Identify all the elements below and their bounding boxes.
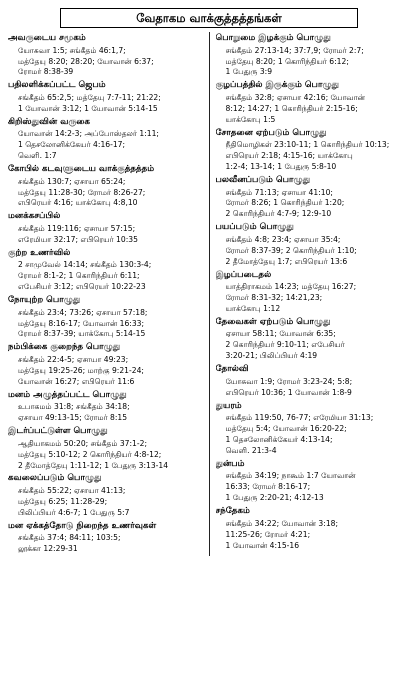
scripture-references — [216, 46, 411, 79]
promise-section — [8, 294, 203, 340]
reference-line: ரோமர் 8:38-39 — [18, 67, 74, 77]
promise-section — [8, 341, 203, 387]
section-heading: பயப்படும் பொழுது — [215, 222, 294, 233]
reference-line: 1 தெசலோனிக்கேயர் 4:16-17; — [18, 140, 126, 150]
section-heading: துயரம் — [215, 400, 242, 411]
reference-line: எரேமியா 32:17; எபிரெயர் 10:35 — [18, 234, 138, 244]
reference-line: ரோமர் 8:31-32; 14:21,23; — [225, 293, 323, 303]
section-heading: கிறிஸ்துவின் வருகை — [8, 116, 91, 127]
promise-section — [216, 400, 411, 457]
reference-line: சங்கீதம் 119:50, 76-77; எரேமியா 31:13; — [225, 413, 374, 423]
scripture-references — [8, 439, 203, 472]
reference-line: 1 யோவான் 3:12; 1 யோவான் 5:14-15 — [18, 103, 158, 113]
promise-section — [8, 520, 203, 555]
section-heading: தேவைகள் ஏற்படும் பொழுது — [215, 316, 331, 327]
scripture-references — [8, 355, 203, 388]
scripture-references — [8, 402, 203, 424]
reference-line: 2 தீமோத்தேயு 1:11-12; 1 பேதுரு 3:13-14 — [18, 460, 169, 470]
section-heading: அவருடைய சமூகம் — [8, 33, 86, 43]
reference-line: எபிரெயர் 2:18; 4:15-16; யாக்கோபு — [225, 151, 353, 161]
scripture-references — [216, 235, 411, 268]
section-heading: சோதனை ஏற்படும் பொழுது — [215, 127, 327, 138]
section-heading: இடர்ப்பட்டுள்ள பொழுது — [8, 426, 108, 437]
section-heading: சந்தேகம் — [215, 506, 250, 517]
reference-line: ரோமர் 8:1-2; 1 கொரிந்தியர் 6:11; — [18, 271, 140, 281]
reference-line: சங்கீதம் 119:116; ஏசாயா 57:15; — [18, 223, 136, 233]
scripture-references — [8, 308, 203, 341]
reference-line: சங்கீதம் 34:22; யோவான் 3:18; — [225, 518, 339, 528]
scripture-references — [8, 129, 203, 162]
section-heading: தோல்வி — [215, 364, 249, 375]
scripture-references — [216, 413, 411, 457]
reference-line: உபாகமம் 31:8; சங்கீதம் 34:18; — [18, 402, 130, 412]
section-heading: மன ஏக்கத்தோடு நிறைந்த உணர்வுகள் — [8, 520, 157, 531]
reference-line: லூக்கா 12:29-31 — [18, 544, 78, 554]
reference-line: யாக்கோபு 1:12 — [225, 303, 281, 313]
reference-line: நீதிமொழிகள் 23:10-11; 1 கொரிந்தியர் 10:13; — [225, 140, 390, 150]
reference-line: மத்தேயு 11:28-30; ரோமர் 8:26-27; — [18, 187, 146, 197]
scripture-references — [8, 177, 203, 210]
reference-line: யாக்கோபு 1:5 — [225, 114, 276, 124]
reference-line: சங்கீதம் 71:13; ஏசாயா 41:10; — [225, 187, 333, 197]
reference-line: மத்தேயு 8:20; 28:20; யோவான் 6:37; — [18, 56, 154, 66]
promise-section — [216, 221, 411, 267]
page-title: வேதாகம வாக்குத்தத்தங்கள் — [60, 8, 358, 28]
scripture-references — [8, 260, 203, 293]
reference-line: மத்தேயு 19:25-26; மாற்கு 9:21-24; — [18, 365, 144, 375]
promise-section — [8, 389, 203, 424]
promise-section — [216, 269, 411, 315]
scripture-references — [216, 93, 411, 126]
reference-line: சங்கீதம் 55:22; ஏசாயா 41:13; — [18, 486, 126, 495]
reference-line: சங்கீதம் 32:8; ஏசாயா 42:16; யோவான் — [225, 92, 366, 102]
reference-line: மத்தேயு 8:16-17; யோவான் 16:33; — [18, 318, 145, 328]
reference-line: ஆதியாகமம் 50:20; சங்கீதம் 37:1-2; — [18, 438, 148, 448]
section-heading: துன்பம் — [215, 458, 245, 469]
section-heading: நோயுற்ற பொழுது — [8, 295, 81, 306]
reference-line: சங்கீதம் 4:8; 23:4; ஏசாயா 35:4; — [225, 234, 341, 244]
columns — [8, 32, 410, 556]
reference-line: ரோமர் 8:26; 1 கொரிந்தியர் 1:20; — [225, 198, 345, 208]
promise-section — [8, 32, 203, 78]
section-heading: பதிலளிக்கப்பட்ட ஜெபம் — [8, 80, 106, 91]
reference-line: 1 பேதுரு 2:20-21; 4:12-13 — [225, 493, 324, 503]
reference-line: 3:20-21; பிலிப்பியர் 4:19 — [225, 351, 318, 361]
reference-line: சங்கீதம் 23:4; 73:26; ஏசாயா 57:18; — [18, 307, 148, 317]
promise-section — [8, 472, 203, 518]
reference-line: யோவான் 14:2-3; அப்போஸ்தலர் 1:11; — [18, 129, 159, 139]
section-heading: இழப்படைதல் — [215, 269, 272, 280]
scripture-references — [8, 533, 203, 555]
reference-line: 2 தீமோத்தேயு 1:7; எபிரெயர் 13:6 — [225, 256, 348, 266]
scripture-references — [8, 486, 203, 519]
reference-line: 2 கொரிந்தியர் 4:7-9; 12:9-10 — [225, 209, 332, 219]
reference-line: மத்தேயு 5:4; யோவான் 16:20-22; — [225, 424, 347, 434]
promise-section — [8, 425, 203, 471]
scripture-references — [216, 140, 411, 173]
section-heading: கவலைப்படும் பொழுது — [8, 473, 102, 484]
reference-line: 1:2-4; 13-14; 1 பேதுரு 5:8-10 — [225, 162, 337, 172]
section-heading: நம்பிக்கை குறைந்த பொழுது — [8, 342, 121, 353]
reference-line: எபிரெயர் 4:16; யாக்கோபு 4:8,10 — [18, 198, 138, 208]
reference-line: சங்கீதம் 65:2,5; மத்தேயு 7:7-11; 21:22; — [18, 92, 161, 102]
reference-line: எபேசியர் 3:12; எபிரெயர் 10:22-23 — [18, 282, 146, 292]
section-heading: மனம் அழுத்தப்பட்ட பொழுது — [8, 389, 127, 400]
reference-line: யாத்திராகமம் 14:23; மத்தேயு 16:27; — [225, 282, 357, 292]
scripture-references — [216, 282, 411, 315]
reference-line: மத்தேயு 8:20; 1 கொரிந்தியர் 6:12; — [225, 56, 349, 66]
reference-line: வெளி. 1:7 — [18, 151, 57, 161]
reference-line: ஏசாயா 49:13-15; ரோமர் 8:15 — [18, 413, 128, 423]
scripture-references — [8, 224, 203, 246]
scripture-references — [216, 188, 411, 221]
promise-section — [8, 163, 203, 209]
promise-section — [8, 247, 203, 293]
reference-line: எபிரெயர் 10:36; 1 யோவான் 1:8-9 — [225, 387, 352, 397]
scripture-references — [216, 377, 411, 399]
promise-section — [8, 210, 203, 245]
reference-line: 2 சாமுவேல் 14:14; சங்கீதம் 130:3-4; — [18, 260, 152, 270]
section-heading: பலவீனப்படும் பொழுது — [215, 174, 311, 185]
reference-line: யோசுவா 1:9; ரோமர் 3:23-24; 5:8; — [225, 376, 353, 386]
section-heading: கோபில் கடவுளுடைய வாக்குத்தத்தம் — [8, 164, 155, 175]
promise-section — [216, 458, 411, 504]
scripture-references — [216, 329, 411, 362]
reference-line: ரோமர் 8:37-39; 2 கொரிந்தியர் 1:10; — [225, 245, 357, 255]
reference-line: மத்தேயு 5:10-12; 2 கொரிந்தியர் 4:8-12; — [18, 449, 162, 459]
left-column — [8, 32, 209, 556]
right-column — [209, 32, 411, 556]
reference-line: 8:12; 14:27; 1 கொரிந்தியர் 2:15-16; — [225, 103, 358, 113]
reference-line: 2 கொரிந்தியர் 9:10-11; எபேசியர் — [225, 340, 345, 350]
section-heading: மனக்கசப்பில் — [8, 211, 61, 222]
promise-section — [216, 79, 411, 125]
scripture-references — [216, 471, 411, 504]
reference-line: 1 யோவான் 4:15-16 — [225, 540, 300, 550]
reference-line: சங்கீதம் 130:7; ஏசாயா 65:24; — [18, 176, 126, 186]
section-heading: குற்ற உணர்வில் — [8, 247, 71, 258]
section-heading: குழப்பத்தில் இருக்கும் பொழுது — [215, 80, 340, 91]
promise-section — [216, 316, 411, 362]
reference-line: ரோமர் 8:37-39; யாக்கோபு 5:14-15 — [18, 329, 146, 339]
reference-line: சங்கீதம் 34:19; நாகூம் 1:7 யோவான் — [225, 471, 356, 481]
promise-section — [216, 127, 411, 173]
reference-line: யோவான் 16:27; எபிரெயர் 11:6 — [18, 376, 135, 386]
reference-line: 1 பேதுரு 3:9 — [225, 67, 273, 77]
scripture-references — [8, 46, 203, 79]
promise-section — [216, 32, 411, 78]
scripture-references — [216, 519, 411, 552]
reference-line: பிலிப்பியர் 4:6-7; 1 பேதுரு 5:7 — [18, 507, 130, 517]
scripture-references — [8, 93, 203, 115]
section-heading: பொறுமை இழக்கும் பொழுது — [215, 33, 331, 43]
reference-line: சங்கீதம் 22:4-5; ஏசாயா 49:23; — [18, 354, 129, 364]
reference-line: மத்தேயு 6:25; 11:28-29; — [18, 496, 108, 506]
reference-line: யோசுவா 1:5; சங்கீதம் 46:1,7; — [18, 45, 126, 55]
reference-line: சங்கீதம் 37:4; 84:11; 103:5; — [18, 533, 121, 543]
promise-section — [216, 505, 411, 551]
reference-line: 11:25-26; ரோமர் 4:21; — [225, 529, 311, 539]
reference-line: 1 தெசலோனிக்கேயர் 4:13-14; — [225, 435, 333, 444]
promise-section — [8, 79, 203, 114]
reference-line: சங்கீதம் 27:13-14; 37:7,9; ரோமர் 2:7; — [225, 45, 364, 55]
reference-line: ஏசாயா 58:11; யோவான் 6:35; — [225, 329, 336, 339]
reference-line: வெளி. 21:3-4 — [225, 445, 277, 455]
reference-line: 16:33; ரோமர் 8:16-17; — [225, 482, 311, 492]
promise-section — [216, 174, 411, 220]
promise-section — [216, 363, 411, 398]
promise-section — [8, 116, 203, 162]
